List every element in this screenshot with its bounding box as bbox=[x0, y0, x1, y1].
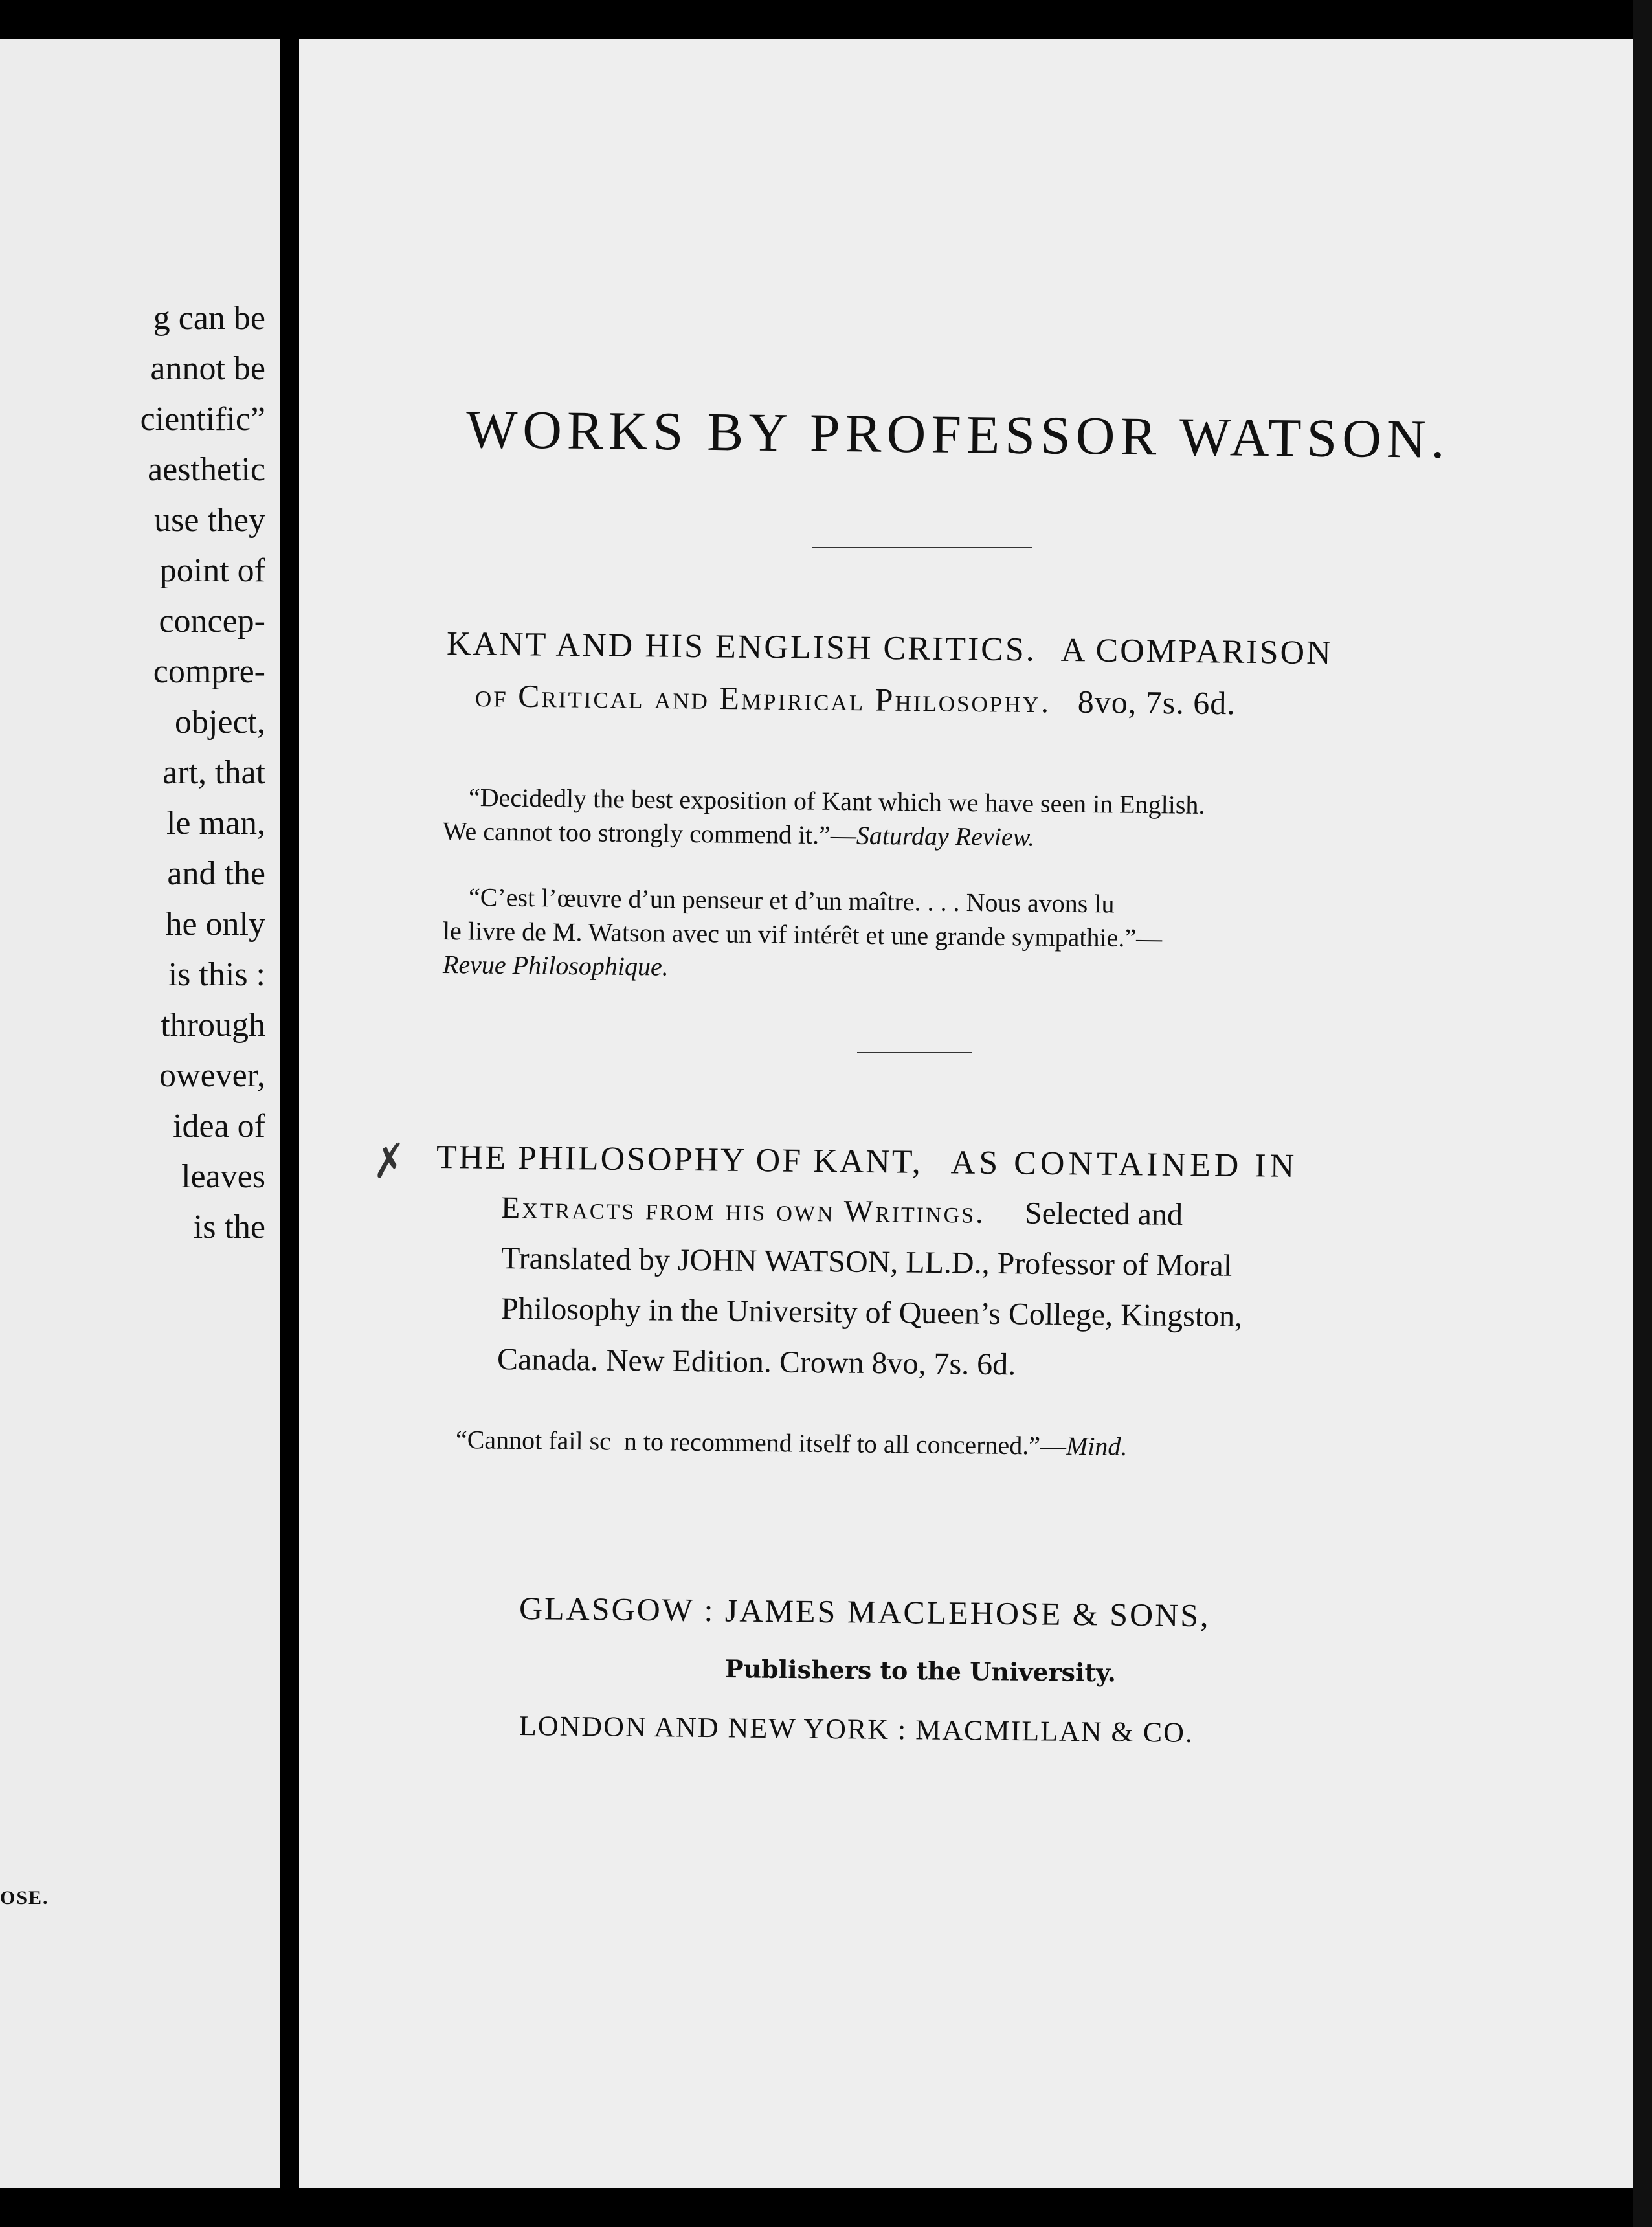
entry2-heading-line1 bbox=[436, 1138, 1299, 1185]
entry2-line2 bbox=[501, 1190, 1183, 1233]
left-text-line: owever, bbox=[159, 1057, 265, 1094]
quote-text: “Cannot fail sc n to recommend itself to all concerned.”— bbox=[455, 1425, 1067, 1460]
left-text-line: compre- bbox=[153, 653, 265, 690]
imprint-glasgow: GLASGOW : JAMES MACLEHOSE & SONS, bbox=[519, 1590, 1211, 1634]
entry1-title: KANT AND HIS ENGLISH CRITICS. bbox=[446, 625, 1037, 669]
left-text-line: le man, bbox=[166, 805, 265, 842]
section-divider bbox=[857, 1052, 972, 1053]
entry1-quote2-source: Revue Philosophique. bbox=[442, 950, 669, 981]
right-page-edge bbox=[1633, 0, 1652, 2227]
entry1-quote1-line2 bbox=[443, 816, 1035, 853]
entry2-title: THE PHILOSOPHY OF KANT, bbox=[436, 1139, 923, 1181]
left-text-line: aesthetic bbox=[148, 451, 265, 488]
entry1-heading-line1 bbox=[447, 625, 1333, 672]
book-gutter bbox=[280, 0, 299, 2227]
entry2-subtitle-start: AS CONTAINED IN bbox=[950, 1144, 1299, 1185]
entry1-heading-line2 bbox=[475, 677, 1236, 722]
entry1-quote2-line1: “C’est l’œuvre d’un penseur et d’un maître. . . . Nous avons lu bbox=[468, 882, 1115, 919]
quote-source: Saturday Review. bbox=[856, 820, 1035, 852]
entry2-line4: Philosophy in the University of Queen’s College, Kingston, bbox=[500, 1292, 1243, 1334]
left-text-line: object, bbox=[174, 704, 265, 741]
left-text-line: and the bbox=[167, 855, 265, 892]
handwritten-x-mark: ✗ bbox=[364, 1137, 408, 1189]
left-text-line: concep- bbox=[159, 603, 265, 640]
entry1-subtitle-end: of Critical and Empirical Philosophy. bbox=[474, 677, 1051, 720]
left-text-line: leaves bbox=[181, 1158, 265, 1195]
section-divider bbox=[812, 547, 1032, 548]
left-text-line: g can be bbox=[153, 300, 265, 337]
page-title: WORKS BY PROFESSOR WATSON. bbox=[465, 399, 1451, 470]
left-page-footer: OSE. bbox=[0, 1887, 49, 1908]
entry2-selected: Selected and bbox=[1024, 1196, 1183, 1233]
entry2-quote bbox=[456, 1424, 1128, 1462]
previous-page-fragment bbox=[0, 39, 280, 2188]
left-text-line: cientific” bbox=[140, 401, 265, 438]
quote-text: We cannot too strongly commend it.”— bbox=[442, 816, 857, 850]
imprint-publishers: Publishers to the University. bbox=[724, 1654, 1117, 1688]
entry1-quote1-line1: “Decidedly the best exposition of Kant which we have seen in English. bbox=[468, 783, 1205, 820]
left-text-line: through bbox=[161, 1007, 265, 1044]
imprint-london: LONDON AND NEW YORK : MACMILLAN & CO. bbox=[519, 1710, 1194, 1749]
entry2-line3: Translated by JOHN WATSON, LL.D., Professor of Moral bbox=[500, 1241, 1233, 1283]
left-text-line: annot be bbox=[150, 350, 265, 387]
left-text-line: art, that bbox=[162, 754, 265, 791]
left-text-line: point of bbox=[159, 552, 265, 589]
advertisement-page bbox=[299, 39, 1633, 2188]
quote-source: Mind. bbox=[1066, 1431, 1128, 1461]
entry2-subtitle-end: Extracts from his own Writings. bbox=[500, 1191, 986, 1230]
left-text-line: is this : bbox=[168, 956, 265, 993]
left-text-line: he only bbox=[165, 906, 265, 943]
entry1-quote2-line2: le livre de M. Watson avec un vif intérêt et une grande sympathie.”— bbox=[442, 916, 1163, 953]
entry2-line5: Canada. New Edition. Crown 8vo, 7s. 6d. bbox=[497, 1342, 1016, 1382]
entry1-price: 8vo, 7s. 6d. bbox=[1077, 683, 1236, 722]
entry1-subtitle-start: A COMPARISON bbox=[1060, 631, 1333, 672]
left-text-line: use they bbox=[154, 502, 265, 539]
left-text-line: is the bbox=[193, 1209, 265, 1246]
left-text-line: idea of bbox=[173, 1108, 265, 1145]
